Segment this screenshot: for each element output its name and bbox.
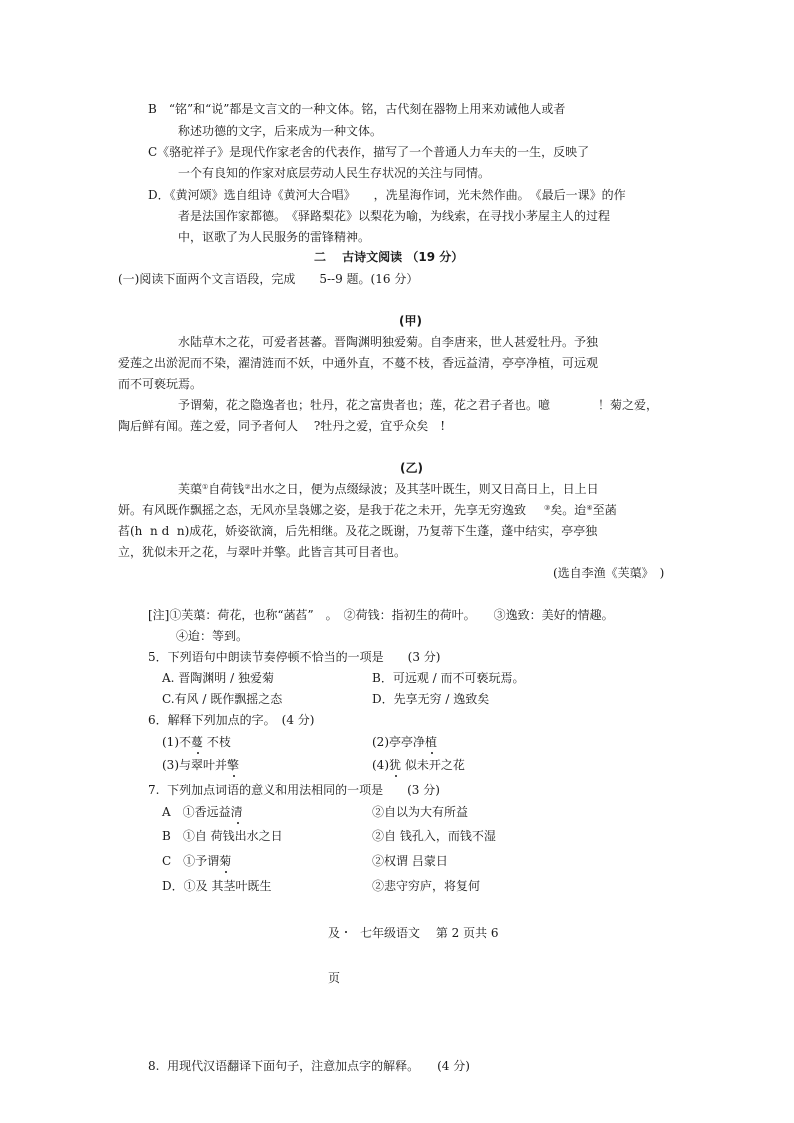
question-6-stem: 6．解释下列加点的字。 (4 分) (148, 713, 315, 727)
question-7-option-d-left: D．①及 其茎叶既生 (162, 879, 272, 893)
question-7-option-d-right: ②悲守穷庐，将复何 (372, 879, 481, 893)
annotation-line: [注]①芙蕖：荷花，也称“菡萏” 。 ②荷钱：指初生的荷叶。 ③逸致：美好的情趣。 (148, 608, 614, 622)
passage-jia-label: (甲) (399, 314, 422, 328)
question-7-option-a-left: A ①香远益清 (162, 804, 243, 820)
question-7-option-b-left: B ①自 荷钱出水之日 (162, 829, 283, 843)
question-5-stem: 5．下列语句中朗读节奏停顿不恰当的一项是 (3 分) (148, 650, 441, 664)
question-6-item-3: (3)与翠叶并擎 (162, 757, 239, 773)
passage-jia-line: 而不可亵玩焉。 (118, 377, 203, 391)
option-c-line1: C《骆驼祥子》是现代作家老舍的代表作，描写了一个普通人力车夫的一生，反映了 (148, 145, 590, 159)
question-7-option-a-right: ②自以为大有所益 (372, 805, 469, 819)
page-footer: 七年级语文 第 2 页共 6 (360, 926, 499, 940)
question-5-option-b: B．可远观 / 而不可亵玩焉。 (372, 671, 525, 685)
option-d-line1: D．《黄河颂》选自组诗《黄河大合唱》 ，冼星海作词，光未然作曲。 《最后一课》的作 (148, 188, 626, 202)
passage-yi-line: 立，犹似未开之花，与翠叶并擎。此皆言其可目者也。 (118, 545, 407, 559)
option-d-line3: 中，讴歌了为人民服务的雷锋精神。 (178, 230, 371, 244)
option-c-line2: 一个有良知的作家对底层劳动人民生存状况的关注与同情。 (178, 166, 491, 180)
question-6-item-4: (4)犹 似未开之花 (372, 757, 465, 773)
section-title: 二 古诗文阅读 （19 分） (314, 250, 464, 264)
question-6-item-1: (1)不蔓 不枝 (162, 734, 231, 750)
question-5-option-a: A. 晋陶渊明 / 独爱菊 (162, 671, 274, 685)
passage-jia-line: 水陆草木之花，可爱者甚蕃。晋陶渊明独爱菊。自李唐来，世人甚爱牡丹。予独 (178, 335, 599, 349)
option-b-line1: B “铭”和“说”都是文言文的一种文体。铭，古代刻在器物上用来劝诫他人或者 (148, 102, 566, 116)
question-5-option-d: D．先享无穷 / 逸致矣 (372, 692, 490, 706)
question-7-option-b-right: ②自 钱孔入，而钱不湿 (372, 829, 496, 843)
part-intro: (一)阅读下面两个文言语段，完成 5--9 题。(16 分） (118, 272, 419, 286)
question-7-option-c-right: ②权谓 吕蒙日 (372, 854, 448, 868)
passage-jia-line: 爱莲之出淤泥而不染，濯清涟而不妖，中通外直，不蔓不枝，香远益清，亭亭净植，可远观 (118, 356, 599, 370)
passage-yi-line: 妍。有风既作飘摇之态，无风亦呈袅娜之姿，是我于花之未开，先享无穷逸致 ③矣。迨④至菡 (118, 503, 617, 517)
passage-yi-line: 芙蕖①自荷钱②出水之日，便为点缀绿波；及其茎叶既生，则又日高日上，日上日 (178, 482, 599, 496)
option-d-line2: 者是法国作家都德。 《驿路梨花》以梨花为喻，为线索，在寻找小茅屋主人的过程 (178, 209, 611, 223)
passage-jia-line: 陶后鲜有闻。莲之爱，同予者何人 ?牡丹之爱，宜乎众矣 ! (118, 419, 446, 433)
annotation-line: ④迨：等到。 (176, 629, 249, 643)
footer-prefix: 及 (328, 926, 341, 940)
passage-source: (选自李渔《芙蕖》 ) (553, 566, 665, 580)
question-8-stem: 8. 用现代汉语翻译下面句子，注意加点字的解释。 (4 分) (148, 1059, 470, 1073)
question-5-option-c: C.有风 / 既作飘摇之态 (162, 692, 283, 706)
passage-yi-label: (乙) (400, 461, 423, 475)
question-6-item-2: (2)亭亭净植 (372, 734, 437, 750)
passage-jia-line: 予谓菊，花之隐逸者也；牡丹，花之富贵者也；莲，花之君子者也。噫 ！菊之爱， (178, 398, 659, 412)
page-footer-continued: 页 (328, 971, 341, 985)
question-7-option-c-left: C ①予谓菊 (162, 853, 231, 869)
option-b-line2: 称述功德的文字，后来成为一种文体。 (178, 124, 383, 138)
question-7-stem: 7. 下列加点词语的意义和用法相同的一项是 (3 分) (148, 783, 440, 797)
passage-yi-line: 萏(h n d n)成花，娇姿欲滴，后先相继。及花之既谢，乃复蒂下生蓬，蓬中结实，亭亭独 (118, 524, 598, 538)
